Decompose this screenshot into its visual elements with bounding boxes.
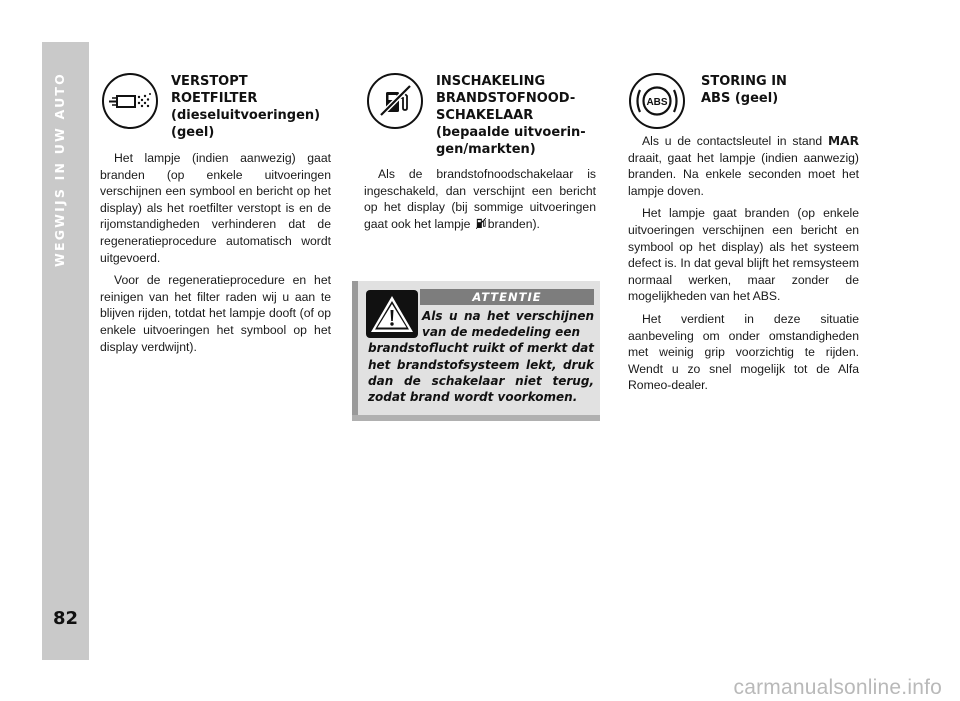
paragraph: Het lampje gaat branden (op enkele uitvoeringen verschijnen een bericht en symbool op het display) als het systeem defect is. In dat geval blijft het remsysteem normaal werken, maar zonder de mogelijkheden van het ABS. [628, 206, 859, 304]
heading-line: BRANDSTOFNOOD- [436, 91, 576, 106]
paragraph: Het lampje (indien aanwezig) gaat branden (op enkele uitvoeringen verschijnen een symbool en bericht op het display) als het roetfilter verstopt is en de rijomstandigheden verhinderen dat de regeneratieprocedure automatisch wordt uitgevoerd. [100, 151, 331, 265]
watermark: carmanualsonline.info [733, 676, 942, 699]
key-position: MAR [828, 134, 859, 148]
heading-line: (dieseluitvoeringen) [171, 108, 321, 123]
heading-line: (geel) [171, 125, 215, 140]
paragraph-text: Als u de contactsleutel in stand [642, 134, 823, 148]
heading-line: INSCHAKELING [436, 74, 546, 89]
paragraph [628, 133, 859, 199]
paragraph-text: Als de brandstofnoodschakelaar is ingeschakeld, dan verschijnt een bericht op het display (bij sommige uitvoeringen gaat ook het lampje [364, 167, 596, 231]
paragraph [364, 166, 596, 232]
section-title: WEGWIJS IN UW AUTO [52, 72, 67, 267]
warning-edge [352, 281, 358, 421]
abs-icon [628, 72, 686, 130]
warning-text-rest: brandstoflucht ruikt of merkt dat het brandstofsysteem lekt, druk dan de schakelaar niet terug, zodat brand wordt voorkomen. [368, 341, 594, 405]
paragraph: Voor de regeneratieprocedure en het reinigen van het filter raden wij u aan te blijven rijden, totdat het lampje dooft (of op enkele uitvoeringen het symbool op het display verdwijnt). [100, 273, 331, 354]
heading-line: SCHAKELAAR [436, 108, 534, 123]
paragraph: Het verdient in deze situatie aanbeveling om onder omstandigheden met weinig grip voorzichtig te rijden. Wendt u zo snel mogelijk tot de Alfa Romeo-dealer. [628, 311, 859, 393]
warning-label: ATTENTIE [420, 289, 594, 305]
dpf-clogged-icon [101, 72, 159, 130]
paragraph-text: branden). [487, 216, 540, 231]
paragraph-text: draait, gaat het lampje (indien aanwezig) branden. Na enkele seconden moet het lampje doven. [628, 150, 859, 198]
body-abs [628, 133, 859, 400]
warning-box [352, 281, 600, 421]
abs-icon-label: ABS [646, 97, 668, 108]
heading-line: STORING IN [701, 74, 787, 89]
heading-line: ABS (geel) [701, 91, 779, 106]
fuel-pump-inline-icon [476, 217, 486, 229]
warning-text-lead: Als u na het verschijnen van de mededeling een [422, 309, 594, 340]
heading-fuel-switch [436, 73, 586, 158]
heading-line: VERSTOPT [171, 74, 248, 89]
heading-line: (bepaalde uitvoerin- [436, 125, 586, 140]
heading-line: ROETFILTER [171, 91, 258, 106]
warning-text [368, 308, 594, 405]
heading-line: gen/markten) [436, 142, 536, 157]
heading-roetfilter [171, 73, 320, 141]
body-fuel-switch [364, 166, 596, 238]
page-number: 82 [52, 608, 79, 629]
fuel-cutoff-icon [366, 72, 424, 130]
heading-abs [701, 73, 787, 107]
warning-bottom-edge [352, 415, 600, 421]
body-roetfilter [100, 150, 331, 361]
